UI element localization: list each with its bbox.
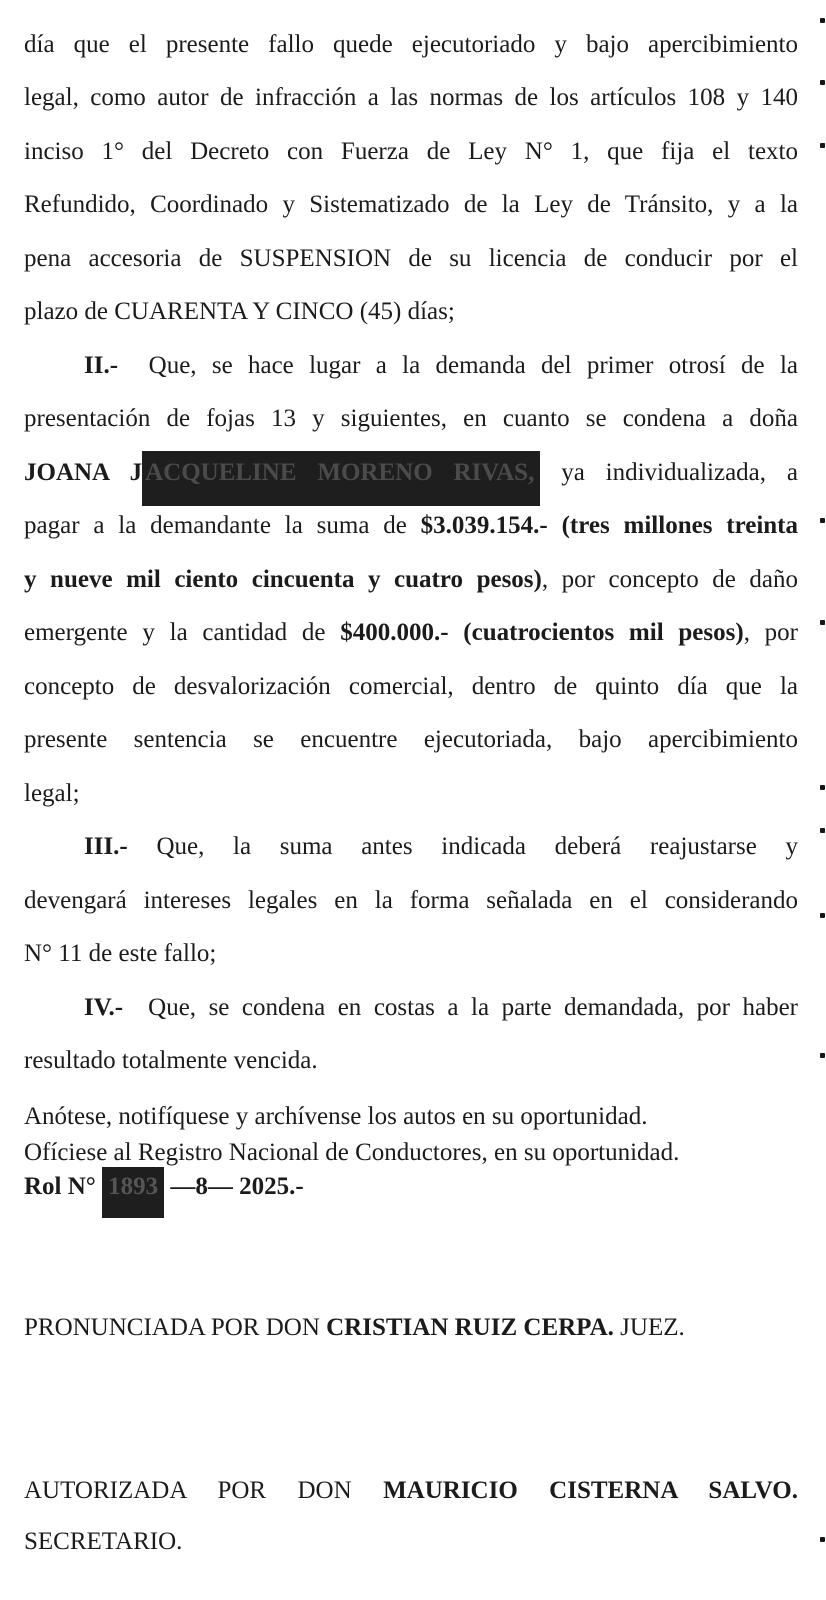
text-segment: Que, se hace lugar a la demanda del primer otrosí de la [118, 352, 798, 379]
text-segment: ya individualizada, a [540, 459, 798, 486]
text-segment: —8— [164, 1173, 240, 1200]
doc-line-27 [24, 1525, 798, 1559]
scan-artifact-mark [820, 518, 825, 523]
text-segment: MAURICIO CISTERNA SALVO. [383, 1477, 798, 1504]
text-segment: legal, como autor de infracción a las normas de los artículos 108 y 140 [24, 84, 798, 111]
text-segment: 2025.- [239, 1173, 304, 1200]
text-segment: AUTORIZADA POR DON [24, 1477, 384, 1504]
text-segment: Que, se condena en costas a la parte demandada, por haber [123, 994, 798, 1021]
text-segment: N° 11 de este fallo; [24, 940, 217, 967]
text-segment: $400.000.- (cuatrocientos mil pesos) [340, 619, 744, 646]
scan-artifact-mark [820, 1537, 825, 1542]
doc-line-24 [24, 1170, 798, 1204]
text-segment: inciso 1° del Decreto con Fuerza de Ley N° 1, que fija el texto [24, 138, 798, 165]
doc-line-5 [24, 188, 798, 222]
text-segment: III.- [84, 833, 128, 860]
scan-artifact-mark [820, 1053, 825, 1058]
doc-line-12 [24, 563, 798, 597]
text-segment: presentación de fojas 13 y siguientes, en cuanto se condena a doña [24, 405, 798, 432]
text-segment: presente sentencia se encuentre ejecutoriada, bajo apercibimiento [24, 726, 798, 753]
scan-artifact-mark [820, 785, 825, 790]
doc-line-3 [24, 81, 798, 115]
doc-line-17 [24, 830, 798, 864]
text-segment: Que, la suma antes indicada deberá reajustarse y [127, 833, 798, 860]
scan-artifact-mark [820, 143, 825, 148]
doc-line-19 [24, 937, 798, 971]
text-segment: $3.039.154.- (tres millones treinta [420, 512, 798, 539]
text-segment: concepto de desvalorización comercial, dentro de quinto día que la [24, 673, 798, 700]
doc-line-2 [24, 28, 798, 62]
doc-line-7 [24, 295, 798, 329]
text-segment: Refundido, Coordinado y Sistematizado de la Ley de Tránsito, y a la [24, 191, 798, 218]
scan-artifact-mark [820, 620, 825, 625]
doc-line-1 [24, 0, 798, 1]
scan-artifact-mark [820, 80, 825, 85]
doc-line-26 [24, 1474, 798, 1508]
text-segment: y nueve mil ciento cincuenta y cuatro pesos) [24, 566, 542, 593]
doc-line-9 [24, 402, 798, 436]
text-segment: SECRETARIO. [24, 1528, 183, 1555]
redaction-box: 1893 [102, 1167, 164, 1218]
scan-artifact-mark [820, 913, 825, 918]
text-segment: emergente y la cantidad de [24, 619, 341, 646]
text-segment: pagar a la demandante la suma de [24, 512, 421, 539]
text-segment: pena accesoria de SUSPENSION de su licencia de conducir por el [24, 245, 798, 272]
doc-line-14 [24, 670, 798, 704]
doc-line-10 [24, 456, 798, 490]
text-segment: , por concepto de daño [541, 566, 798, 593]
text-segment: Anótese, notifíquese y archívense los autos en su oportunidad. [24, 1103, 648, 1130]
doc-line-22 [24, 1100, 798, 1134]
doc-line-8 [24, 349, 798, 383]
text-segment: , por [743, 619, 799, 646]
scan-artifact-mark [820, 828, 825, 833]
text-segment: JOANA J [24, 459, 143, 486]
doc-line-21 [24, 1044, 798, 1078]
text-segment: PRONUNCIADA POR DON [24, 1314, 327, 1341]
scan-artifact-mark [820, 18, 825, 23]
doc-line-16 [24, 777, 798, 811]
doc-line-15 [24, 723, 798, 757]
text-segment: Rol N° [24, 1173, 103, 1200]
text-segment: Ofíciese al Registro Nacional de Conductores, en su oportunidad. [24, 1139, 680, 1166]
text-segment: resultado totalmente vencida. [24, 1047, 318, 1074]
text-segment: JUEZ. [613, 1314, 685, 1341]
text-segment: IV.- [84, 994, 124, 1021]
text-segment: legal; [24, 780, 80, 807]
doc-line-25 [24, 1311, 798, 1345]
text-segment: II.- [84, 352, 119, 379]
doc-line-20 [24, 991, 798, 1025]
doc-line-13 [24, 616, 798, 650]
text-segment: CRISTIAN RUIZ CERPA. [326, 1314, 614, 1341]
text-segment: plazo de CUARENTA Y CINCO (45) días; [24, 298, 455, 325]
redaction-box: ACQUELINE MORENO RIVAS, [142, 451, 540, 506]
doc-line-23 [24, 1136, 798, 1170]
doc-line-11 [24, 509, 798, 543]
doc-line-6 [24, 242, 798, 276]
doc-line-4 [24, 135, 798, 169]
text-segment: devengará intereses legales en la forma señalada en el considerando [24, 887, 798, 914]
text-segment: día que el presente fallo quede ejecutoriado y bajo apercibimiento [24, 31, 798, 58]
doc-line-18 [24, 884, 798, 918]
